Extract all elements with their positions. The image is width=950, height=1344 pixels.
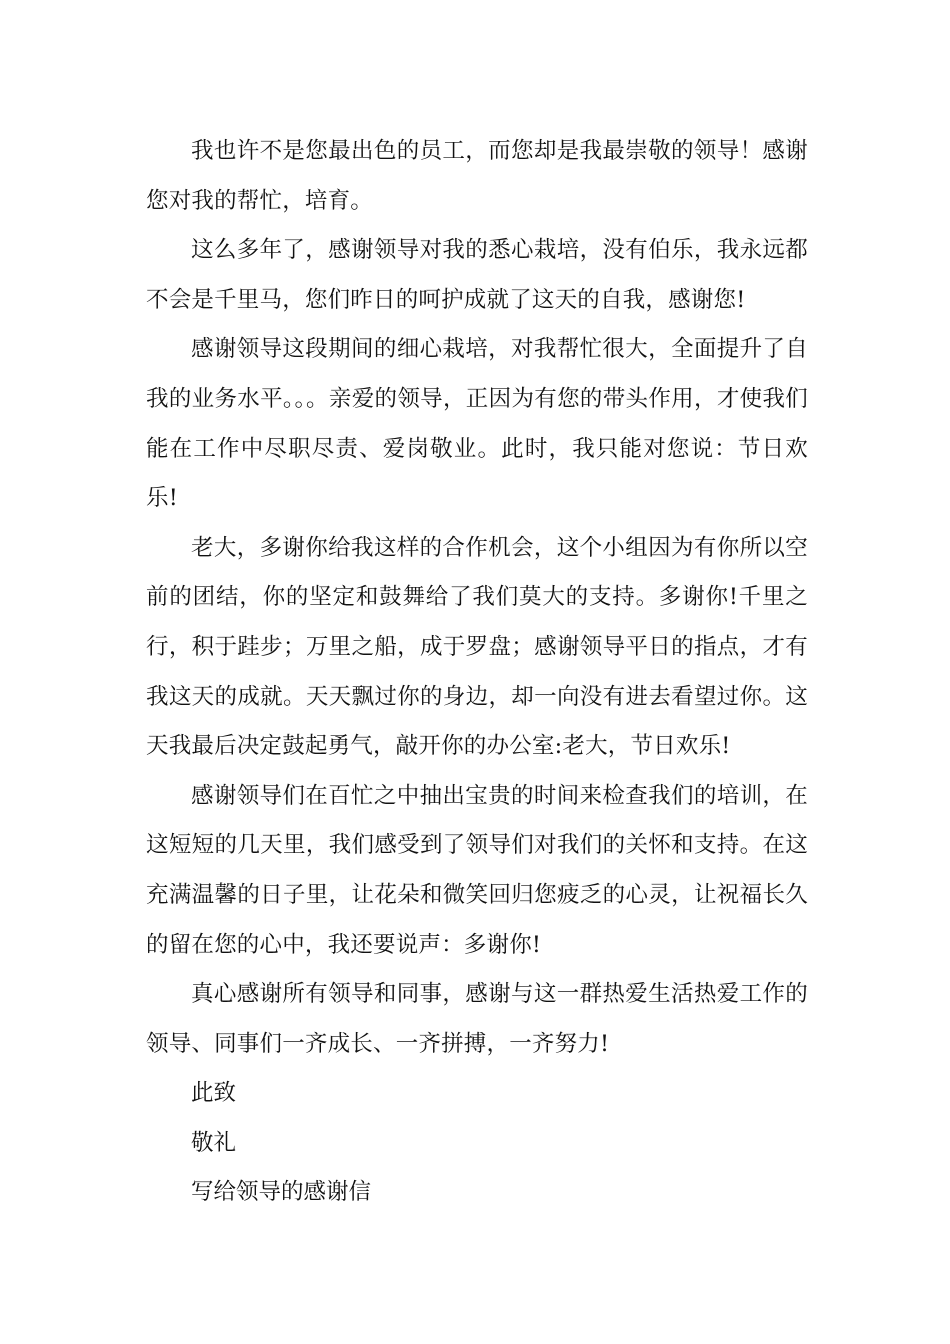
letter-body — [146, 127, 808, 1218]
paragraph-5: 感谢领导们在百忙之中抽出宝贵的时间来检查我们的培训，在这短短的几天里，我们感受到了领导们对我们的关怀和支持。在这充满温馨的日子里，让花朵和微笑回归您疲乏的心灵，让祝福长久的留在您的心中，我还要说声：多谢你! — [146, 782, 808, 958]
paragraph-1: 我也许不是您最出色的员工，而您却是我最崇敬的领导！感谢您对我的帮忙，培育。 — [146, 138, 808, 214]
paragraph-2: 这么多年了，感谢领导对我的悉心栽培，没有伯乐，我永远都不会是千里马，您们昨日的呵护成就了这天的自我，感谢您! — [146, 237, 808, 313]
paragraph-6: 真心感谢所有领导和同事，感谢与这一群热爱生活热爱工作的领导、同事们一齐成长、一齐拼搏，一齐努力! — [146, 981, 808, 1057]
closing-regards: 敬礼 — [191, 1129, 237, 1156]
paragraph-4: 老大，多谢你给我这样的合作机会，这个小组因为有你所以空前的团结，你的坚定和鼓舞给了我们莫大的支持。多谢你!千里之行，积于跬步；万里之船，成于罗盘；感谢领导平日的指点，才有我这天的成就。天天飘过你的身边，却一向没有进去看望过你。这天我最后决定鼓起勇气，敲开你的办公室:老大，节日欢乐! — [146, 534, 808, 760]
paragraph-3: 感谢领导这段期间的细心栽培，对我帮忙很大，全面提升了自我的业务水平。。。亲爱的领导，正因为有您的带头作用，才使我们能在工作中尽职尽责、爱岗敬业。此时，我只能对您说：节日欢乐! — [146, 336, 808, 512]
closing-salutation: 此致 — [191, 1080, 237, 1107]
document-title-footer: 写给领导的感谢信 — [191, 1179, 372, 1206]
